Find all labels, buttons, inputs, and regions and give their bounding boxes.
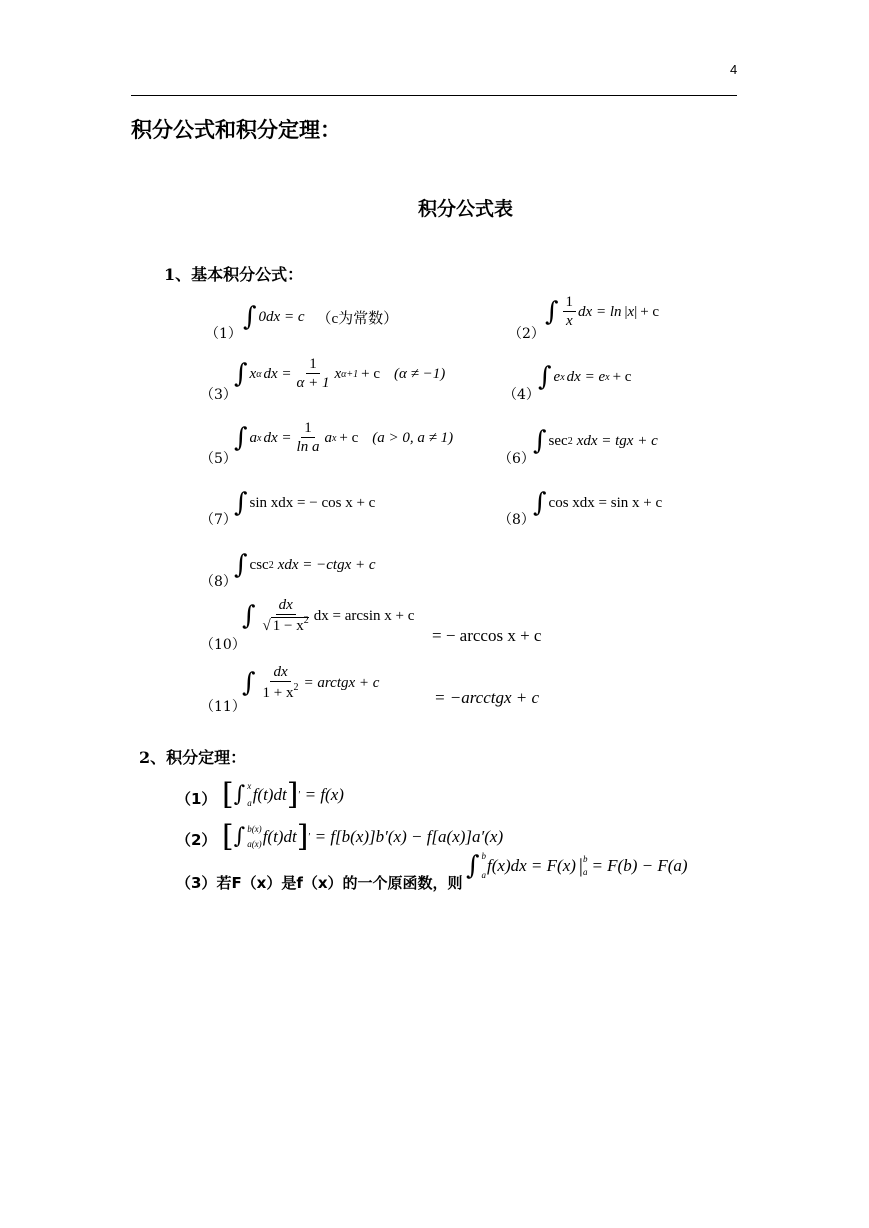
page-number: 4 (730, 62, 738, 77)
integral-sign-icon: ∫ (234, 423, 248, 454)
integral-sign-icon: ∫ (234, 488, 248, 518)
section2-title: 2、积分定理： (139, 748, 247, 767)
formula-number: （3） (200, 387, 237, 403)
integral-sign-icon: ∫ (234, 359, 248, 390)
integral-sign-icon: ∫ (242, 601, 256, 632)
formula-number: （8） (498, 512, 535, 528)
theorem-number: （1） (176, 790, 217, 808)
section1-title: 1、基本积分公式： (164, 265, 304, 284)
theorem-1: [ ∫ x a f(t)dt ] ′ = f(x) (222, 777, 344, 812)
integral-sign-icon: ∫ (234, 550, 248, 580)
theorem-number: （2） (176, 831, 217, 849)
integral-sign-icon: ∫ (545, 297, 559, 328)
integral-sign-icon: ∫ (538, 362, 552, 392)
formula-4: ∫ e x dx = e x + c (538, 362, 632, 392)
page-heading: 积分公式和积分定理： (131, 117, 341, 142)
formula-number: （1） (205, 326, 242, 342)
formula-number: （7） (200, 512, 237, 528)
formula-3: ∫ x α dx = $\frac{1}{\alpha + 1}$ x α+1 + c (α ≠ −1) (234, 356, 446, 392)
table-title: 积分公式表 (418, 198, 514, 220)
theorem-3-formula: ∫ b a f(x)dx = F(x) | b a = F(b) − F(a) (466, 851, 688, 881)
integral-sign-icon: ∫ (533, 488, 547, 518)
formula-number: （10） (200, 637, 246, 653)
formula-number: （6） (498, 451, 535, 467)
integral-sign-icon: ∫ (243, 302, 257, 332)
integral-sign-icon: ∫ (533, 426, 547, 456)
formula-number: （11） (200, 699, 246, 715)
formula-1: ∫ 0dx = c （c为常数） (243, 302, 399, 332)
sqrt-icon: √ (262, 618, 271, 635)
integral-sign-icon: ∫ (466, 851, 480, 881)
formula-number: （4） (503, 387, 540, 403)
formula-number: （2） (508, 326, 545, 342)
formula-7: ∫ sin xdx = − cos x + c (234, 488, 376, 518)
formula-2: ∫ $\frac{1}{x}$ dx = ln |x| + c (545, 294, 660, 330)
formula-number: （8） (200, 574, 237, 590)
formula-5: ∫ a x dx = $\frac{1}{\text{ln a}}$ a x + c (a > 0, a ≠ 1) (234, 420, 454, 456)
formula-9: ∫ csc 2 xdx = −ctgx + c (234, 550, 376, 580)
header-rule (131, 95, 737, 96)
theorem-2: [ ∫ b(x) a(x) f(t)dt ] ′ = f[b(x)]b′(x) − f[a(x)]a′(x) (222, 819, 504, 854)
integral-sign-icon: ∫ (233, 782, 246, 807)
formula-11-alt: = −arcctgx + c (434, 688, 540, 707)
theorem-3: （3）若F（x）是f（x）的一个原函数，则 (176, 874, 463, 892)
formula-10-alt: = − arccos x + c (432, 626, 542, 645)
formula-6: ∫ sec 2 xdx = tgx + c (533, 426, 658, 456)
formula-8: ∫ cos xdx = sin x + c (533, 488, 663, 518)
integral-sign-icon: ∫ (242, 668, 256, 699)
formula-10: ∫ $\frac{dx}{√ 1 - x^2}$ dx = arcsin x + c (242, 597, 415, 635)
formula-number: （5） (200, 451, 237, 467)
formula-11: ∫ $\frac{dx}{1 + x^2}$ = arctgx + c (242, 664, 380, 702)
integral-sign-icon: ∫ (233, 824, 246, 849)
